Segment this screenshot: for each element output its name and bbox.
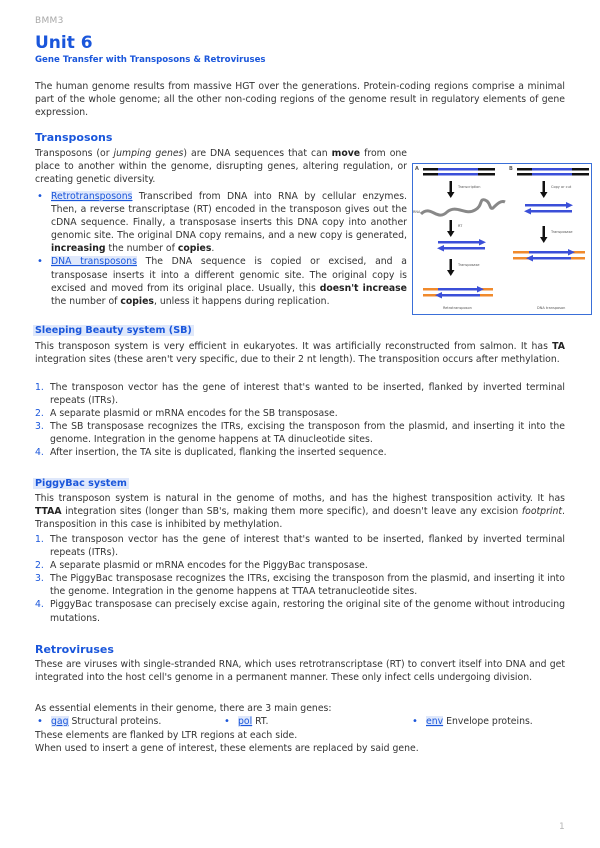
flank-note: These elements are flanked by LTR regions at each side. bbox=[35, 730, 298, 741]
step-item: 2. A separate plasmid or mRNA encodes for the SB transposase. bbox=[35, 408, 338, 420]
label-rna: RNA bbox=[413, 210, 421, 214]
step-item: 4. PiggyBac transposase can precisely excise again, restoring the original site of the genome without introducing mutations. bbox=[35, 599, 565, 624]
step-item: 3. The PiggyBac transposase recognizes the ITRs, excising the transposon from the plasmid, and inserting it into the genome. Integration in the genome happens at TTAA tetranucleotide sites. bbox=[35, 573, 565, 598]
step-item: 3. The SB transposase recognizes the ITRs, excising the transposon from the plasmid, and inserting it into the genome. Integration in the genome happens at TA dinucleotide sites. bbox=[35, 421, 565, 446]
step-item: 4. After insertion, the TA site is duplicated, flanking the inserted sequence. bbox=[35, 447, 387, 459]
label-retrotransposon: Retrotransposon bbox=[443, 306, 472, 310]
step-item: 2. A separate plasmid or mRNA encodes for the PiggyBac transposase. bbox=[35, 560, 368, 572]
gene-pol: • pol RT. bbox=[222, 716, 268, 727]
term-dna-transposons[interactable]: DNA transposons bbox=[51, 256, 137, 268]
term-retrotransposons[interactable]: Retrotransposons bbox=[51, 191, 133, 202]
gene-env: • env Envelope proteins. bbox=[410, 716, 533, 727]
transposon-types-list bbox=[35, 190, 407, 308]
label-dna-transposon: DNA transposon bbox=[537, 306, 566, 310]
label-transposase-a: Transposase bbox=[458, 263, 480, 267]
panel-a-source-dna bbox=[423, 168, 495, 176]
list-item-dna-transposons: • DNA transposons The DNA sequence is copied or excised, and a transposase inserts it into a different genomic site. The original copy is excised and moved from its original place. Usually, this doesn't increase the number of copies, unless it happens during replication. bbox=[35, 255, 407, 307]
gene-gag: • gag Structural proteins. bbox=[35, 716, 161, 727]
section-heading-retroviruses: Retroviruses bbox=[35, 643, 114, 656]
label-copy-or-cut: Copy or cut bbox=[551, 185, 572, 189]
genes-intro: As essential elements in their genome, there are 3 main genes: bbox=[35, 703, 332, 714]
label-transcription: Transcription bbox=[458, 185, 481, 189]
insert-note: When used to insert a gene of interest, these elements are replaced by said gene. bbox=[35, 743, 419, 754]
label-transposase-b: Transposase bbox=[551, 230, 573, 234]
page-number: 1 bbox=[559, 822, 565, 832]
transposons-paragraph: Transposons (or jumping genes) are DNA sequences that can move from one place to another within the genome, disrupting genes, altering regulation, or creating genetic diversity. bbox=[35, 148, 408, 186]
section-heading-piggybac: PiggyBac system bbox=[35, 478, 127, 489]
list-item-retrotransposons: • Retrotransposons Transcribed from DNA into RNA by cellular enzymes. Then, a reverse transcriptase (RT) encoded in the transposon gives out the cDNA sequence. Finally, a transposase inserts this DNA copy into another genomic site. The original DNA copy remains, and a new copy is generated, increasing the number of copies. bbox=[35, 190, 407, 255]
page-subtitle: Gene Transfer with Transposons & Retroviruses bbox=[35, 55, 266, 65]
piggybac-steps bbox=[35, 533, 565, 625]
panel-a-label: A bbox=[415, 166, 419, 172]
label-rt: RT bbox=[458, 224, 463, 228]
panel-b-label: B bbox=[509, 166, 513, 172]
section-heading-transposons: Transposons bbox=[35, 131, 113, 144]
course-header: BMM3 bbox=[35, 16, 64, 26]
piggybac-paragraph: This transposon system is natural in the genome of moths, and has the highest transposition activity. It has TTAA integration sites (longer than SB's, making them more specific), and doesn't leave any excision footprint. Transposition in this case is inhibited by methylation. bbox=[35, 493, 565, 531]
intro-paragraph: The human genome results from massive HGT over the generations. Protein-coding regions comprise a minimal part of the whole genome; all the other non-coding regions of the genome result in regulatory elements of gene expression. bbox=[35, 81, 565, 119]
sleeping-beauty-steps bbox=[35, 381, 565, 460]
section-heading-sleeping-beauty: Sleeping Beauty system (SB) bbox=[35, 325, 192, 336]
sleeping-beauty-paragraph: This transposon system is very efficient in eukaryotes. It was artificially reconstructed from salmon. It has TA integration sites (these aren't very specific, due to their 2 nt length). The transposition occurs after methylation. bbox=[35, 341, 565, 366]
genes-list bbox=[35, 716, 565, 729]
retroviruses-paragraph: These are viruses with single-stranded RNA, which uses retrotranscriptase (RT) to convert itself into DNA and get integrated into the host cell's genome in a permanent manner. These only infect cells undergoing division. bbox=[35, 659, 565, 684]
step-item: 1. The transposon vector has the gene of interest that's wanted to be inserted, flanked by inverted terminal repeats (ITRs). bbox=[35, 534, 565, 559]
step-item: 1. The transposon vector has the gene of interest that's wanted to be inserted, flanked by inverted terminal repeats (ITRs). bbox=[35, 382, 565, 407]
page-title: Unit 6 bbox=[35, 33, 93, 53]
transposition-diagram bbox=[412, 163, 592, 315]
